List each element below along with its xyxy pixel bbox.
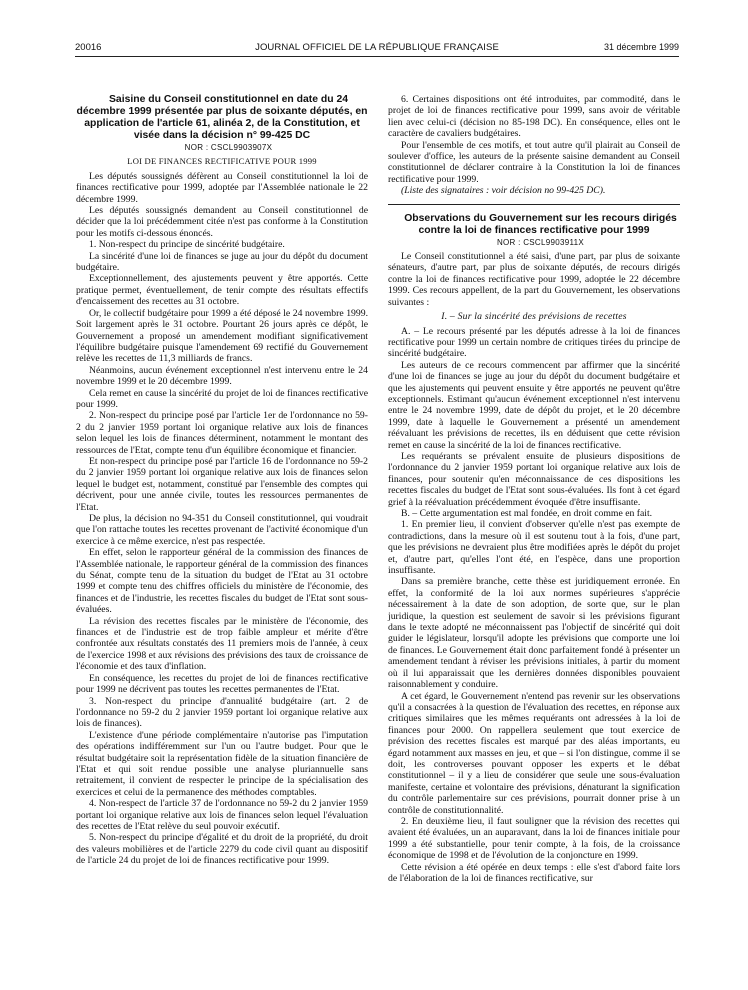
- paragraph: 4. Non-respect de l'article 37 de l'ordonnance no 59-2 du 2 janvier 1959 portant loi organique relative aux lois de finances selon lequel l'évaluation des recettes de l'Etat relève du seul pouvoir exécutif.: [76, 798, 368, 832]
- paragraph: Les députés soussignés demandent au Conseil constitutionnel de décider que la loi précédemment citée n'est pas conforme à la Constitution pour les motifs ci-dessous énoncés.: [76, 205, 368, 239]
- observations-title: Observations du Gouvernement sur les recours dirigés contre la loi de finances rectificative pour 1999: [404, 212, 677, 236]
- paragraph: 3. Non-respect du principe d'annualité budgétaire (art. 2 de l'ordonnance no 59-2 du 2 janvier 1959 portant loi organique relative aux lois de finances).: [76, 695, 368, 730]
- header-rule: [75, 56, 679, 57]
- paragraph: A. – Le recours présenté par les députés adresse à la loi de finances rectificative pour 1999 un certain nombre de critiques tirées du principe de sincérité budgétaire.: [388, 325, 680, 360]
- paragraph: Néanmoins, aucun événement exceptionnel n'est intervenu entre le 24 novembre 1999 et le 20 décembre 1999.: [76, 364, 368, 388]
- running-header: [75, 42, 679, 56]
- section-heading: I. – Sur la sincérité des prévisions de recettes: [441, 311, 627, 323]
- paragraph: Pour l'ensemble de ces motifs, et tout autre qu'il plairait au Conseil de soulever d'office, les auteurs de la présente saisine demandent au Conseil constitutionnel de déclarer contraire à la Constitution la loi de finances rectificative pour 1999.: [388, 139, 680, 185]
- paragraph: Cela remet en cause la sincérité du projet de loi de finances rectificative pour 1999.: [76, 387, 368, 410]
- journal-title: JOURNAL OFFICIEL DE LA RÉPUBLIQUE FRANÇAISE: [255, 42, 499, 53]
- paragraph: Exceptionnellement, des ajustements peuvent y être apportés. Cette pratique permet, éventuellement, de tenir compte des résultats effectifs d'encaissement des recettes au 31 octobre.: [76, 273, 368, 308]
- nor-reference: NOR : CSCL9903911X: [496, 237, 585, 247]
- paragraph: Les députés soussignés défèrent au Conseil constitutionnel la loi de finances rectificative pour 1999, adoptée par l'Assemblée nationale le 22 décembre 1999.: [76, 170, 368, 205]
- section-divider: [388, 204, 680, 205]
- signatories-note: (Liste des signataires : voir décision no 99-425 DC).: [401, 185, 606, 197]
- nor-reference: NOR : CSCL9903907X: [184, 143, 273, 152]
- paragraph: Le Conseil constitutionnel a été saisi, d'une part, par plus de soixante sénateurs, d'autre part, par plus de soixante députés, de recours dirigés contre la loi de finances rectificative pour 1999, adoptée le 22 décembre 1999. Ces recours appellent, de la part du Gouvernement, les observations suivantes :: [388, 251, 680, 308]
- paragraph: 1. Non-respect du principe de sincérité budgétaire.: [89, 239, 285, 251]
- paragraph: 5. Non-respect du principe d'égalité et du droit de la propriété, du droit des valeurs mobilières et de l'article 2279 du code civil quant au dispositif de l'article 24 du projet de loi de finances rectificative pour 1999.: [76, 832, 368, 867]
- paragraph: L'existence d'une période complémentaire n'autorise pas l'imputation des opérations indifféremment sur l'un ou l'autre budget. Pour que le résultat budgétaire soit la représentation fidèle de la situation financière de l'Etat et qui soit rendue possible une analyse pluriannuelle sans retraitement, il convient de respecter le principe de la spécialisation des exercices et celui de la permanence des méthodes comptables.: [76, 729, 368, 798]
- paragraph: Or, le collectif budgétaire pour 1999 a été déposé le 24 novembre 1999. Soit largement après le 31 octobre. Pourtant 26 jours après ce dépôt, le Gouvernement a proposé un amendement modifiant significativement l'équilibre budgétaire puisque l'amendement 69 rectifié du Gouvernement relève les recettes de 11,3 milliards de francs.: [76, 307, 368, 365]
- issue-date: 31 décembre 1999: [603, 42, 679, 52]
- paragraph: Les requérants se prévalent ensuite de plusieurs dispositions de l'ordonnance du 2 janvier 1959 portant loi organique relative aux lois de finances, pour soutenir qu'en méconnaissance de ces dispositions les recettes fiscales du budget de l'Etat sont sous-évaluées. Ils font à cet égard grief à la réévaluation précédemment évoquée d'être insuffisante.: [388, 450, 680, 508]
- paragraph: En effet, selon le rapporteur général de la commission des finances de l'Assemblée nationale, le rapporteur général de la commission des finances du Sénat, compte tenu de la situation du budget de l'Etat au 31 octobre 1999 et compte tenu des chiffres officiels du ministère de l'économie, des finances et de l'industrie, les recettes fiscales du budget de l'Etat sont sous-évaluées.: [76, 547, 368, 616]
- paragraph: En conséquence, les recettes du projet de loi de finances rectificative pour 1999 ne décrivent pas toutes les recettes permanentes de l'Etat.: [76, 672, 368, 696]
- paragraph: 1. En premier lieu, il convient d'observer qu'elle n'est pas exempte de contradictions, dans la mesure où il est soutenu tout à la fois, d'une part, que les prévisions ne devraient plus être modifiées après le dépôt du projet et, d'autre part, qu'elles l'ont été, en l'espèce, dans une proportion insuffisante.: [388, 519, 680, 577]
- paragraph: A cet égard, le Gouvernement n'entend pas revenir sur les observations qu'il a consacrées à la question de l'évaluation des recettes, en réponse aux critiques similaires que les mêmes requérants ont adressées à la loi de finances pour 2000. On rappellera seulement que tout exercice de prévision des recettes fiscales est marqué par des aléas importants, eu égard notamment aux masses en jeu, et que – si l'on distingue, comme il se doit, les controverses pouvant opposer les experts et le débat constitutionnel – il y a lieu de considérer que seule une sous-évaluation manifeste, certaine et volontaire des prévisions, dénaturant la signification du contrôle parlementaire sur ces prévisions, pourrait donner prise à un contrôle de constitutionnalité.: [388, 690, 680, 816]
- paragraph: B. – Cette argumentation est mal fondée, en droit comme en fait.: [401, 508, 653, 519]
- page-number: 20016: [75, 42, 102, 53]
- paragraph: La révision des recettes fiscales par le ministère de l'économie, des finances et de l'industrie est de trop faible ampleur et mérite d'être confrontée aux résultats constatés des 11 premiers mois de l'année, à ceux de l'exercice 1998 et aux révisions des prévisions des taux de croissance de l'économie et des taux d'inflation.: [76, 615, 368, 673]
- paragraph: 6. Certaines dispositions ont été introduites, par commodité, dans le projet de loi de finances rectificative pour 1999, sans avoir de véritable lien avec celui-ci (décision no 85-198 DC). En conséquence, elles ont le caractère de cavaliers budgétaires.: [388, 94, 680, 140]
- paragraph: 2. En deuxième lieu, il faut souligner que la révision des recettes qui avaient été évaluées, un an auparavant, dans la loi de finances initiale pour 1999 a été substantielle, pour tenir compte, à la fois, de la croissance économique de 1998 et de l'évolution de la conjoncture en 1999.: [388, 815, 680, 862]
- saisine-title: Saisine du Conseil constitutionnel en date du 24 décembre 1999 présentée par plus de soixante députés, en application de l'article 61, alinéa 2, de la Constitution, et visée dans la décision n° 99-425 DC: [76, 94, 368, 141]
- paragraph: De plus, la décision no 94-351 du Conseil constitutionnel, qui voudrait que l'on rattache toutes les recettes provenant de l'activité économique d'un exercice à ce même exercice, n'est pas respectée.: [76, 513, 368, 547]
- paragraph: La sincérité d'une loi de finances se juge au jour du dépôt du document budgétaire.: [76, 250, 368, 274]
- paragraph: Les auteurs de ce recours commencent par affirmer que la sincérité d'une loi de finances se juge au jour du dépôt du document budgétaire et que les ajustements qui peuvent ensuite y être apportés ne peuvent qu'être exceptionnels. Estimant qu'aucun événement exceptionnel n'est intervenu entre le 24 novembre 1999, date de dépôt du projet, et le 20 décembre 1999, date à laquelle le Gouvernement a présenté un amendement réévaluant les prévisions de recettes, ils en déduisent que cette révision remet en cause la sincérité de la loi de finances rectificative.: [388, 359, 680, 451]
- paragraph: Dans sa première branche, cette thèse est juridiquement erronée. En effet, la conformité de la loi aux normes supérieures s'apprécie nécessairement à la date de son adoption, de sorte que, sur le plan juridique, la question est seulement de savoir si les prévisions figurant dans le texte adopté ne méconnaissent pas l'objectif de sincérité qui doit guider le législateur, lorsqu'il adopte les prévisions que comporte une loi de finances. Le Gouvernement était donc parfaitement fondé à présenter un amendement tendant à réviser les prévisions initiales, à partir du moment où il lui apparaissait que les dernières données disponibles pouvaient raisonnablement y conduire.: [388, 576, 680, 691]
- law-subtitle: LOI DE FINANCES RECTIFICATIVE POUR 1999: [127, 156, 317, 167]
- right-column: [388, 94, 680, 884]
- left-column: [76, 94, 368, 867]
- paragraph: Cette révision a été opérée en deux temps : elle s'est d'abord faite lors de l'élaboration de la loi de finances rectificative, sur: [388, 861, 680, 884]
- paragraph: 2. Non-respect du principe posé par l'article 1er de l'ordonnance no 59-2 du 2 janvier 1959 portant loi organique relative aux lois de finances selon lequel les lois de finances déterminent, notamment le montant des ressources de l'Etat, compte tenu d'un équilibre économique et financier.: [76, 410, 368, 456]
- paragraph: Et non-respect du principe posé par l'article 16 de l'ordonnance no 59-2 du 2 janvier 1959 portant loi organique relative aux lois de finances selon lequel le budget est, notamment, constitué par l'ensemble des comptes qui décrivent, pour une année civile, toutes les ressources permanentes de l'Etat.: [76, 455, 368, 513]
